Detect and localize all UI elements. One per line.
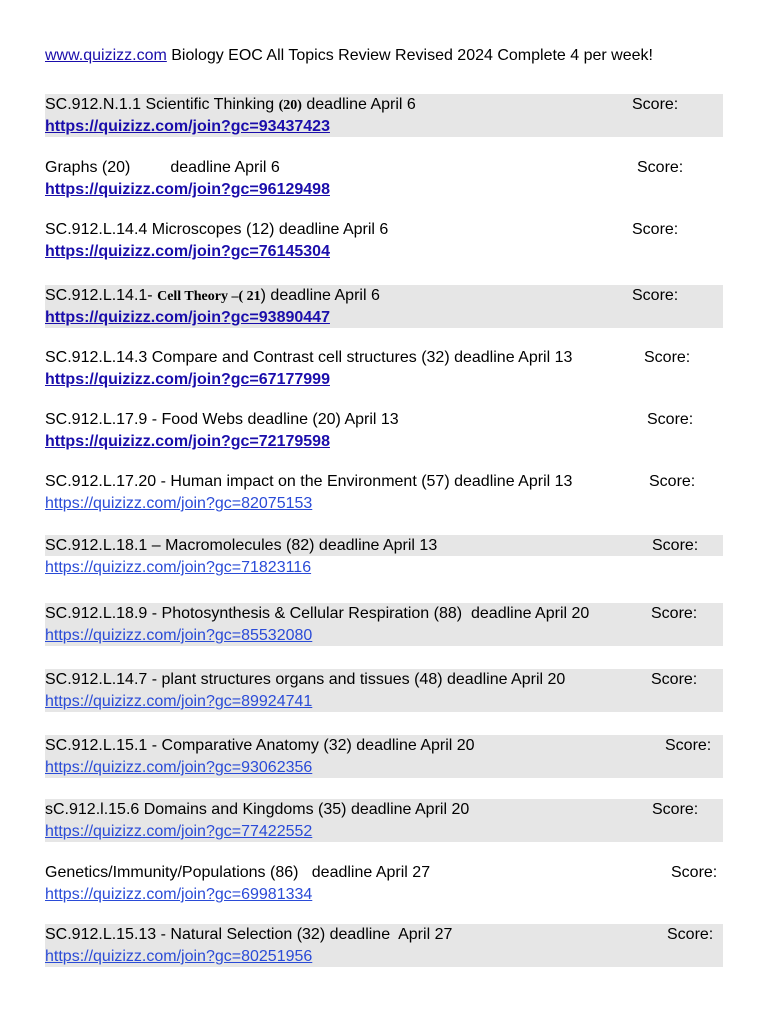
score-label: Score: bbox=[652, 537, 699, 554]
assignment-item bbox=[45, 219, 723, 262]
assignment-title: SC.912.L.17.9 - Food Webs deadline (20) April 13 bbox=[45, 411, 399, 428]
assignment-title: SC.912.L.18.1 – Macromolecules (82) deadline April 13 bbox=[45, 537, 438, 554]
score-label: Score: bbox=[632, 221, 679, 238]
assignment-title: Genetics/Immunity/Populations (86) deadline April 27 bbox=[45, 864, 431, 881]
assignment-title: SC.912.L.15.1 - Comparative Anatomy (32) deadline April 20 bbox=[45, 737, 475, 754]
assignment-item bbox=[45, 347, 723, 390]
assignment-title: SC.912.L.18.9 - Photosynthesis & Cellular Respiration (88) deadline April 20 bbox=[45, 605, 590, 622]
document-title: Biology EOC All Topics Review Revised 2024 Complete 4 per week! bbox=[166, 47, 653, 64]
assignment-item bbox=[45, 799, 723, 842]
assignment-item bbox=[45, 285, 723, 328]
quiz-link[interactable]: https://quizizz.com/join?gc=71823116 bbox=[45, 559, 312, 576]
quiz-link[interactable]: https://quizizz.com/join?gc=93437423 bbox=[45, 118, 330, 135]
quiz-link[interactable]: https://quizizz.com/join?gc=76145304 bbox=[45, 243, 330, 260]
score-label: Score: bbox=[632, 287, 679, 304]
assignment-title: Graphs (20) deadline April 6 bbox=[45, 159, 280, 176]
quiz-link[interactable]: https://quizizz.com/join?gc=80251956 bbox=[45, 948, 313, 965]
assignment-title: SC.912.L.14.4 Microscopes (12) deadline April 6 bbox=[45, 221, 389, 238]
quiz-link[interactable]: https://quizizz.com/join?gc=93062356 bbox=[45, 759, 313, 776]
assignment-item bbox=[45, 409, 723, 452]
score-label: Score: bbox=[649, 473, 696, 490]
quiz-link[interactable]: https://quizizz.com/join?gc=93890447 bbox=[45, 309, 330, 326]
score-label: Score: bbox=[667, 926, 714, 943]
assignment-title: SC.912.L.14.1- Cell Theory –( 21) deadline April 6 bbox=[45, 287, 380, 304]
assignment-title: SC.912.N.1.1 Scientific Thinking (20) deadline April 6 bbox=[45, 96, 416, 113]
assignment-title: SC.912.L.14.3 Compare and Contrast cell structures (32) deadline April 13 bbox=[45, 349, 573, 366]
assignment-item bbox=[45, 669, 723, 712]
quiz-link[interactable]: https://quizizz.com/join?gc=67177999 bbox=[45, 371, 330, 388]
assignment-title: SC.912.L.14.7 - plant structures organs and tissues (48) deadline April 20 bbox=[45, 671, 566, 688]
score-label: Score: bbox=[665, 737, 712, 754]
score-label: Score: bbox=[652, 801, 699, 818]
quiz-link[interactable]: https://quizizz.com/join?gc=96129498 bbox=[45, 181, 330, 198]
quiz-link[interactable]: https://quizizz.com/join?gc=89924741 bbox=[45, 693, 313, 710]
document-header bbox=[45, 47, 653, 65]
assignment-item bbox=[45, 157, 723, 200]
quiz-link[interactable]: https://quizizz.com/join?gc=85532080 bbox=[45, 627, 313, 644]
score-label: Score: bbox=[671, 864, 718, 881]
quiz-link[interactable]: https://quizizz.com/join?gc=77422552 bbox=[45, 823, 313, 840]
score-label: Score: bbox=[651, 671, 698, 688]
quiz-link[interactable]: https://quizizz.com/join?gc=82075153 bbox=[45, 495, 313, 512]
score-label: Score: bbox=[637, 159, 684, 176]
score-label: Score: bbox=[647, 411, 694, 428]
score-label: Score: bbox=[644, 349, 691, 366]
assignment-item bbox=[45, 924, 723, 967]
assignment-item bbox=[45, 735, 723, 778]
assignment-title: SC.912.L.17.20 - Human impact on the Environment (57) deadline April 13 bbox=[45, 473, 573, 490]
assignment-title: sC.912.l.15.6 Domains and Kingdoms (35) deadline April 20 bbox=[45, 801, 470, 818]
assignment-item bbox=[45, 535, 723, 576]
quiz-link[interactable]: https://quizizz.com/join?gc=72179598 bbox=[45, 433, 330, 450]
assignment-item bbox=[45, 94, 723, 137]
quiz-link[interactable]: https://quizizz.com/join?gc=69981334 bbox=[45, 886, 313, 903]
score-label: Score: bbox=[651, 605, 698, 622]
score-label: Score: bbox=[632, 96, 679, 113]
assignment-item bbox=[45, 471, 723, 514]
assignment-item bbox=[45, 862, 723, 905]
assignment-title: SC.912.L.15.13 - Natural Selection (32) deadline April 27 bbox=[45, 926, 453, 943]
assignment-item bbox=[45, 603, 723, 646]
site-link[interactable]: www.quizizz.com bbox=[45, 47, 167, 64]
